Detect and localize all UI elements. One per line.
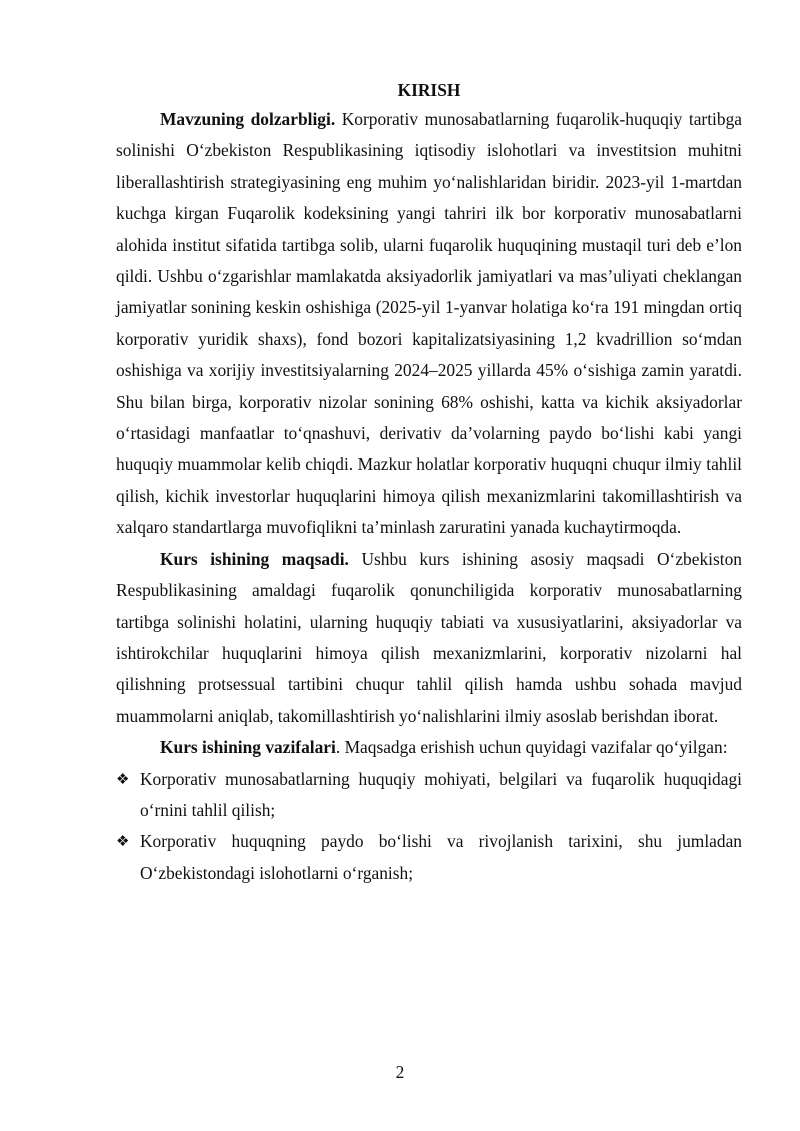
document-page <box>116 76 742 889</box>
page-number: 2 <box>395 1062 405 1082</box>
paragraph-text: Korporativ munosabatlarning fuqarolik-huquqiy tartibga solinishi O‘zbekiston Respublikasining iqtisodiy islohotlari va investitsion muhitni liberallashtirish strategiyasining eng muhim yo‘nalishlaridan biridir. 2023-yil 1-martdan kuchga kirgan Fuqarolik kodeksining yangi tahriri ilk bor korporativ munosabatlarni alohida institut sifatida tartibga solib, ularni fuqarolik huquqining mustaqil turi deb e’lon qildi. Ushbu o‘zgarishlar mamlakatda aksiyadorlik jamiyatlari va mas’uliyati cheklangan jamiyatlar sonining keskin oshishiga (2025-yil 1-yanvar holatiga ko‘ra 191 mingdan ortiq korporativ yuridik shaxs), fond bozori kapitalizatsiyasining 1,2 kvadrillion so‘mdan oshishiga va xorijiy investitsiyalarning 2024–2025 yillarda 45% o‘sishiga zamin yaratdi. Shu bilan birga, korporativ nizolar sonining 68% oshishi, katta va kichik aksiyadorlar o‘rtasidagi manfaatlar to‘qnashuvi, derivativ da’volarning paydo bo‘lishi kabi yangi huquqiy muammolar kelib chiqdi. Mazkur holatlar korporativ huquqni chuqur ilmiy tahlil qilish, kichik investorlar huquqlarini himoya qilish mexanizmlarini takomillashtirish va xalqaro standartlarga muvofiqlikni ta’minlash zaruratini yanada kuchaytirmoqda. <box>116 109 742 538</box>
list-item-text: Korporativ huquqning paydo bo‘lishi va rivojlanish tarixini, shu jumladan O‘zbekistondagi islohotlarni o‘rganish; <box>140 831 742 883</box>
list-item <box>116 764 742 827</box>
list-item <box>116 826 742 889</box>
diamond-bullet-icon: ❖ <box>116 769 130 788</box>
paragraph-heading: Kurs ishining vazifalari <box>160 737 336 758</box>
paragraph-text: Ushbu kurs ishining asosiy maqsadi O‘zbekiston Respublikasining amaldagi fuqarolik qonunchiligida korporativ munosabatlarning tartibga solinishi holatini, ularning huquqiy tabiati va xususiyatlarini, aksiyadorlar va ishtirokchilar huquqlarini himoya qilish mexanizmlarini, korporativ nizolarni hal qilishning protsessual tartibini chuqur tahlil qilish hamda ushbu sohada mavjud muammolarni aniqlab, takomillashtirish yo‘nalishlarini ilmiy asoslab berishdan iborat. <box>116 548 742 726</box>
paragraph-heading: Mavzuning dolzarbligi. <box>160 109 336 129</box>
paragraph-text: . Maqsadga erishish uchun quyidagi vazifalar qo‘yilgan: <box>335 737 728 758</box>
task-list <box>116 764 742 890</box>
diamond-bullet-icon: ❖ <box>116 832 130 851</box>
paragraph-goal <box>116 544 742 732</box>
list-item-text: Korporativ munosabatlarning huquqiy mohiyati, belgilari va fuqarolik huquqidagi o‘rnini tahlil qilish; <box>140 768 742 820</box>
paragraph-tasks <box>116 732 742 763</box>
paragraph-relevance <box>116 104 742 544</box>
paragraph-heading: Kurs ishining maqsadi. <box>160 548 349 569</box>
document-title: KIRISH <box>397 80 461 100</box>
